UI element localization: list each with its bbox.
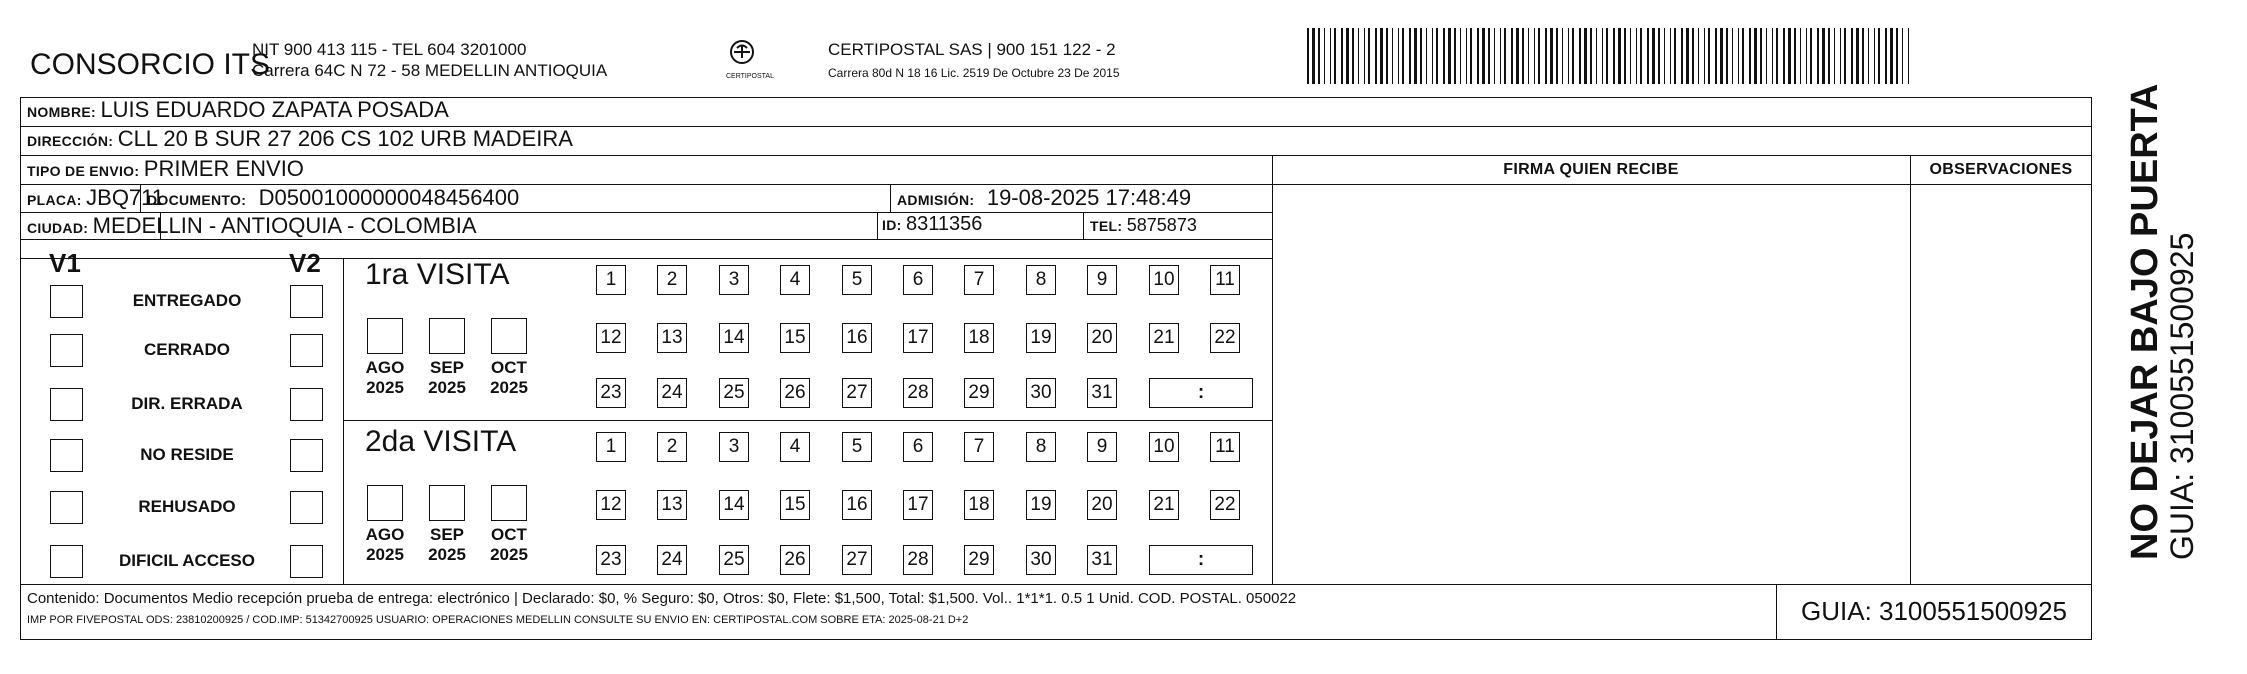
month-checkbox[interactable]: [491, 485, 527, 521]
barcode-bar: [1760, 28, 1762, 84]
barcode-bar: [1324, 28, 1325, 84]
footer-guia: GUIA: 3100551500925: [1801, 596, 2067, 626]
barcode-bar: [1840, 28, 1841, 84]
barcode-bar: [1738, 28, 1739, 84]
barcode-bar: [1856, 28, 1859, 84]
barcode-bar: [1670, 28, 1671, 84]
day-checkbox[interactable]: 17: [903, 490, 933, 520]
documento-label: DOCUMENTO:: [147, 192, 247, 208]
barcode-bar: [1618, 28, 1621, 84]
month-year: 2025: [366, 378, 404, 397]
barcode-bar: [1647, 28, 1649, 84]
barcode-bar: [1890, 28, 1893, 84]
barcode-bar: [1613, 28, 1615, 84]
documento-value: D05001000000048456400: [258, 185, 520, 210]
barcode-bar: [1772, 28, 1773, 84]
barcode-bar: [1742, 28, 1744, 84]
status-v2-checkbox[interactable]: [290, 334, 323, 367]
barcode-bar: [1346, 28, 1349, 84]
barcode-bar: [1624, 28, 1626, 84]
tel-label: TEL:: [1090, 218, 1123, 234]
barcode-bar: [1443, 28, 1445, 84]
month-name: OCT: [491, 358, 527, 377]
barcode-bar: [1516, 28, 1519, 84]
day-checkbox[interactable]: 17: [903, 323, 933, 353]
barcode-bar: [1783, 28, 1785, 84]
time-field[interactable]: :: [1149, 378, 1253, 408]
barcode-bar: [1681, 28, 1683, 84]
day-checkbox[interactable]: 25: [719, 545, 749, 575]
month-year: 2025: [428, 378, 466, 397]
day-checkbox[interactable]: 5: [842, 432, 872, 462]
barcode-bar: [1720, 28, 1723, 84]
barcode-bar: [1817, 28, 1819, 84]
day-checkbox[interactable]: 16: [842, 323, 872, 353]
day-checkbox[interactable]: 3: [719, 265, 749, 295]
barcode-bar: [1878, 28, 1880, 84]
day-checkbox[interactable]: 6: [903, 265, 933, 295]
certipostal-logo-icon: [725, 38, 759, 72]
side-warning: NO DEJAR BAJO PUERTA: [2124, 83, 2166, 560]
id-label: ID:: [882, 217, 902, 233]
barcode-bar: [1358, 28, 1359, 84]
barcode-bar: [1364, 28, 1365, 84]
tipo-envio-label: TIPO DE ENVIO:: [27, 163, 140, 179]
barcode-bar: [1776, 28, 1778, 84]
tipo-envio-value: PRIMER ENVIO: [143, 156, 304, 181]
day-checkbox[interactable]: 31: [1087, 545, 1117, 575]
day-checkbox[interactable]: 20: [1087, 323, 1117, 353]
logo-text: CERTIPOSTAL: [726, 73, 774, 80]
day-checkbox[interactable]: 25: [719, 378, 749, 408]
placa-field: [27, 185, 164, 211]
month-year: 2025: [490, 545, 528, 564]
barcode-bar: [1534, 28, 1535, 84]
tel-value: 5875873: [1126, 215, 1197, 235]
barcode-bar: [1460, 28, 1461, 84]
day-checkbox[interactable]: 22: [1210, 323, 1240, 353]
month-label: [484, 525, 534, 565]
direccion-value: CLL 20 B SUR 27 206 CS 102 URB MADEIRA: [117, 126, 573, 151]
footer-contenido: Contenido: Documentos Medio recepción prueba de entrega: electrónico | Declarado: $0, % Seguro: $0, Otros: $0, Flete: $1,500, Total: $1,500. Vol.. 1*1*1. 0.5 1 Unid. COD. POSTAL. 050022: [27, 590, 1297, 607]
status-v1-checkbox[interactable]: [50, 334, 83, 367]
barcode-bar: [1318, 28, 1320, 84]
day-checkbox[interactable]: 16: [842, 490, 872, 520]
barcode-bar: [1511, 28, 1513, 84]
side-text: [2124, 83, 2200, 560]
day-checkbox[interactable]: 13: [657, 323, 687, 353]
month-checkbox[interactable]: [367, 318, 403, 354]
footer-imp: IMP POR FIVEPOSTAL ODS: 23810200925 / COD.IMP: 51342700925 USUARIO: OPERACIONES MEDELLIN CONSULTE SU ENVIO EN: CERTIPOSTAL.COM SOBRE ETA: 2025-08-21 D+2: [27, 614, 969, 626]
day-checkbox[interactable]: 6: [903, 432, 933, 462]
month-label: [360, 358, 410, 398]
barcode-bar: [1584, 28, 1587, 84]
barcode-bar: [1800, 28, 1801, 84]
month-year: 2025: [428, 545, 466, 564]
barcode-bar: [1630, 28, 1631, 84]
month-year: 2025: [490, 378, 528, 397]
barcode-bar: [1436, 28, 1438, 84]
barcode-bar: [1704, 28, 1705, 84]
day-checkbox[interactable]: 28: [903, 378, 933, 408]
barcode-bar: [1402, 28, 1404, 84]
barcode-bar: [1851, 28, 1853, 84]
day-checkbox[interactable]: 20: [1087, 490, 1117, 520]
ciudad-field: [27, 213, 477, 239]
documento-field: [147, 185, 519, 211]
day-checkbox[interactable]: 1: [596, 432, 626, 462]
barcode-bar: [1307, 28, 1309, 84]
barcode-bar: [1885, 28, 1887, 84]
day-checkbox[interactable]: 23: [596, 378, 626, 408]
ciudad-label: CIUDAD:: [27, 220, 89, 236]
barcode-bar: [1766, 28, 1767, 84]
barcode-bar: [1368, 28, 1370, 84]
barcode-bar: [1692, 28, 1694, 84]
company-name: CONSORCIO ITS: [30, 48, 271, 81]
barcode-bar: [1470, 28, 1472, 84]
barcode-bar: [1341, 28, 1343, 84]
visit-2-title: 2da VISITA: [365, 425, 517, 458]
status-option-label: CERRADO: [144, 340, 230, 359]
barcode-bar: [1522, 28, 1524, 84]
status-v1-checkbox[interactable]: [50, 388, 83, 421]
barcode-bar: [1500, 28, 1501, 84]
observaciones-header: OBSERVACIONES: [1929, 161, 2073, 178]
barcode-bar: [1862, 28, 1864, 84]
barcode-bar: [1448, 28, 1451, 84]
admision-field: [897, 185, 1191, 211]
barcode-bar: [1590, 28, 1592, 84]
barcode-bar: [1556, 28, 1558, 84]
direccion-label: DIRECCIÓN:: [27, 133, 114, 149]
day-checkbox[interactable]: 7: [964, 432, 994, 462]
barcode-bar: [1606, 28, 1608, 84]
status-option-label: ENTREGADO: [132, 291, 242, 310]
barcode-bar: [1392, 28, 1393, 84]
day-checkbox[interactable]: 29: [964, 378, 994, 408]
ciudad-value: MEDELLIN - ANTIOQUIA - COLOMBIA: [92, 213, 477, 238]
day-checkbox[interactable]: 23: [596, 545, 626, 575]
month-checkbox[interactable]: [367, 485, 403, 521]
barcode-bar: [1596, 28, 1597, 84]
barcode-bar: [1538, 28, 1540, 84]
day-checkbox[interactable]: 8: [1026, 265, 1056, 295]
status-option-label: NO RESIDE: [140, 445, 234, 464]
barcode-bar: [1568, 28, 1569, 84]
tipo-envio-row: [27, 156, 304, 182]
day-checkbox[interactable]: 5: [842, 265, 872, 295]
barcode-bar: [1572, 28, 1574, 84]
month-name: SEP: [429, 525, 465, 544]
barcode-bar: [1828, 28, 1830, 84]
barcode-bar: [1708, 28, 1710, 84]
day-checkbox[interactable]: 19: [1026, 323, 1056, 353]
day-checkbox[interactable]: 14: [719, 323, 749, 353]
barcode-bar: [1398, 28, 1399, 84]
barcode-bar: [1550, 28, 1553, 84]
firma-header: FIRMA QUIEN RECIBE: [1503, 161, 1679, 178]
barcode-bar: [1528, 28, 1529, 84]
barcode-bar: [1658, 28, 1660, 84]
tel-field: [1090, 215, 1197, 236]
barcode-bar: [1432, 28, 1433, 84]
barcode-bar: [1902, 28, 1903, 84]
status-option-label: REHUSADO: [138, 497, 236, 516]
day-checkbox[interactable]: 7: [964, 265, 994, 295]
barcode-bar: [1420, 28, 1422, 84]
barcode-bar: [1352, 28, 1354, 84]
barcode-bar: [1640, 28, 1642, 84]
month-checkbox[interactable]: [429, 318, 465, 354]
barcode-bar: [1868, 28, 1869, 84]
barcode-bar: [1545, 28, 1547, 84]
v1-label: V1: [49, 248, 81, 278]
day-checkbox[interactable]: 4: [780, 432, 810, 462]
status-v1-checkbox[interactable]: [50, 491, 83, 524]
barcode-bar: [1409, 28, 1411, 84]
placa-label: PLACA:: [27, 192, 82, 208]
barcode-bar: [1477, 28, 1479, 84]
direccion-row: [27, 126, 573, 152]
month-label: [422, 358, 472, 398]
barcode-bar: [1482, 28, 1485, 84]
barcode-bar: [1579, 28, 1581, 84]
barcode-bar: [1380, 28, 1383, 84]
barcode-bar: [1726, 28, 1728, 84]
day-checkbox[interactable]: 28: [903, 545, 933, 575]
nombre-value: LUIS EDUARDO ZAPATA POSADA: [100, 97, 449, 122]
barcode-bar: [1426, 28, 1427, 84]
day-checkbox[interactable]: 12: [596, 323, 626, 353]
barcode-bar: [1414, 28, 1417, 84]
day-checkbox[interactable]: 11: [1210, 432, 1240, 462]
month-checkbox[interactable]: [429, 485, 465, 521]
v2-label: V2: [289, 248, 321, 278]
status-v1-checkbox[interactable]: [50, 285, 83, 318]
barcode-bar: [1732, 28, 1733, 84]
status-v2-checkbox[interactable]: [290, 388, 323, 421]
barcode-bar: [1664, 28, 1665, 84]
barcode-bar: [1844, 28, 1846, 84]
barcode-bar: [1806, 28, 1807, 84]
barcode-bar: [1715, 28, 1717, 84]
nombre-label: NOMBRE:: [27, 104, 96, 120]
day-checkbox[interactable]: 9: [1087, 432, 1117, 462]
time-field[interactable]: :: [1149, 545, 1253, 575]
status-option-label: DIFICIL ACCESO: [118, 551, 255, 570]
month-name: SEP: [429, 358, 465, 377]
day-checkbox[interactable]: 26: [780, 545, 810, 575]
barcode-bar: [1494, 28, 1495, 84]
barcode-bar: [1788, 28, 1791, 84]
barcode-bar: [1562, 28, 1563, 84]
month-checkbox[interactable]: [491, 318, 527, 354]
placa-value: JBQ711: [86, 185, 164, 210]
day-checkbox[interactable]: 21: [1149, 490, 1179, 520]
admision-value: 19-08-2025 17:48:49: [986, 185, 1192, 210]
day-checkbox[interactable]: 11: [1210, 265, 1240, 295]
company-address: Carrera 64C N 72 - 58 MEDELLIN ANTIOQUIA: [252, 61, 608, 80]
day-checkbox[interactable]: 30: [1026, 378, 1056, 408]
barcode-bar: [1312, 28, 1315, 84]
barcode-bar: [1698, 28, 1699, 84]
day-checkbox[interactable]: 13: [657, 490, 687, 520]
day-checkbox[interactable]: 18: [964, 323, 994, 353]
status-v2-checkbox[interactable]: [290, 285, 323, 318]
status-v2-checkbox[interactable]: [290, 439, 323, 472]
barcode-bar: [1810, 28, 1812, 84]
day-checkbox[interactable]: 3: [719, 432, 749, 462]
day-checkbox[interactable]: 18: [964, 490, 994, 520]
day-checkbox[interactable]: 10: [1149, 265, 1179, 295]
status-v1-checkbox[interactable]: [50, 545, 83, 578]
company-nit-tel: NIT 900 413 115 - TEL 604 3201000: [252, 40, 527, 59]
day-checkbox[interactable]: 24: [657, 378, 687, 408]
day-checkbox[interactable]: 4: [780, 265, 810, 295]
barcode-bar: [1822, 28, 1825, 84]
barcode-bar: [1749, 28, 1751, 84]
month-label: [360, 525, 410, 565]
day-checkbox[interactable]: 31: [1087, 378, 1117, 408]
month-label: [484, 358, 534, 398]
month-label: [422, 525, 472, 565]
barcode-bar: [1794, 28, 1796, 84]
day-checkbox[interactable]: 10: [1149, 432, 1179, 462]
nombre-row: [27, 97, 449, 123]
carrier-license: Carrera 80d N 18 16 Lic. 2519 De Octubre 23 De 2015: [828, 66, 1120, 80]
month-name: OCT: [491, 525, 527, 544]
barcode-bar: [1686, 28, 1689, 84]
day-checkbox[interactable]: 26: [780, 378, 810, 408]
carrier-info: CERTIPOSTAL SAS | 900 151 122 - 2: [828, 40, 1116, 59]
barcode-bar: [1896, 28, 1898, 84]
day-checkbox[interactable]: 27: [842, 545, 872, 575]
side-guia: GUIA: 3100551500925: [2164, 232, 2200, 560]
status-option-label: DIR. ERRADA: [131, 394, 243, 413]
day-checkbox[interactable]: 24: [657, 545, 687, 575]
day-checkbox[interactable]: 12: [596, 490, 626, 520]
barcode-bar: [1754, 28, 1757, 84]
month-name: AGO: [365, 525, 405, 544]
barcode-bar: [1330, 28, 1331, 84]
day-checkbox[interactable]: 1: [596, 265, 626, 295]
day-checkbox[interactable]: 21: [1149, 323, 1179, 353]
barcode-bar: [1504, 28, 1506, 84]
day-checkbox[interactable]: 29: [964, 545, 994, 575]
status-v2-checkbox[interactable]: [290, 545, 323, 578]
barcode-bar: [1652, 28, 1655, 84]
day-checkbox[interactable]: 2: [657, 265, 687, 295]
day-checkbox[interactable]: 30: [1026, 545, 1056, 575]
day-checkbox[interactable]: 27: [842, 378, 872, 408]
day-checkbox[interactable]: 14: [719, 490, 749, 520]
admision-label: ADMISIÓN:: [897, 192, 975, 208]
status-v1-checkbox[interactable]: [50, 439, 83, 472]
barcode-bar: [1874, 28, 1875, 84]
day-checkbox[interactable]: 9: [1087, 265, 1117, 295]
barcode-bar: [1636, 28, 1637, 84]
visit-1-title: 1ra VISITA: [365, 258, 510, 291]
month-year: 2025: [366, 545, 404, 564]
barcode-bar: [1466, 28, 1467, 84]
barcode-bar: [1674, 28, 1676, 84]
day-checkbox[interactable]: 15: [780, 490, 810, 520]
barcode-bar: [1908, 28, 1909, 84]
barcode-bar: [1386, 28, 1388, 84]
day-checkbox[interactable]: 22: [1210, 490, 1240, 520]
day-checkbox[interactable]: 19: [1026, 490, 1056, 520]
id-field: [882, 213, 982, 236]
status-v2-checkbox[interactable]: [290, 491, 323, 524]
day-checkbox[interactable]: 15: [780, 323, 810, 353]
day-checkbox[interactable]: 2: [657, 432, 687, 462]
barcode-bar: [1454, 28, 1456, 84]
day-checkbox[interactable]: 8: [1026, 432, 1056, 462]
id-value: 8311356: [906, 213, 983, 235]
barcode-bar: [1602, 28, 1603, 84]
barcode-bar: [1375, 28, 1377, 84]
barcode-bar: [1834, 28, 1835, 84]
month-name: AGO: [365, 358, 405, 377]
barcode-bar: [1334, 28, 1336, 84]
barcode: [1307, 28, 1917, 84]
barcode-bar: [1488, 28, 1490, 84]
